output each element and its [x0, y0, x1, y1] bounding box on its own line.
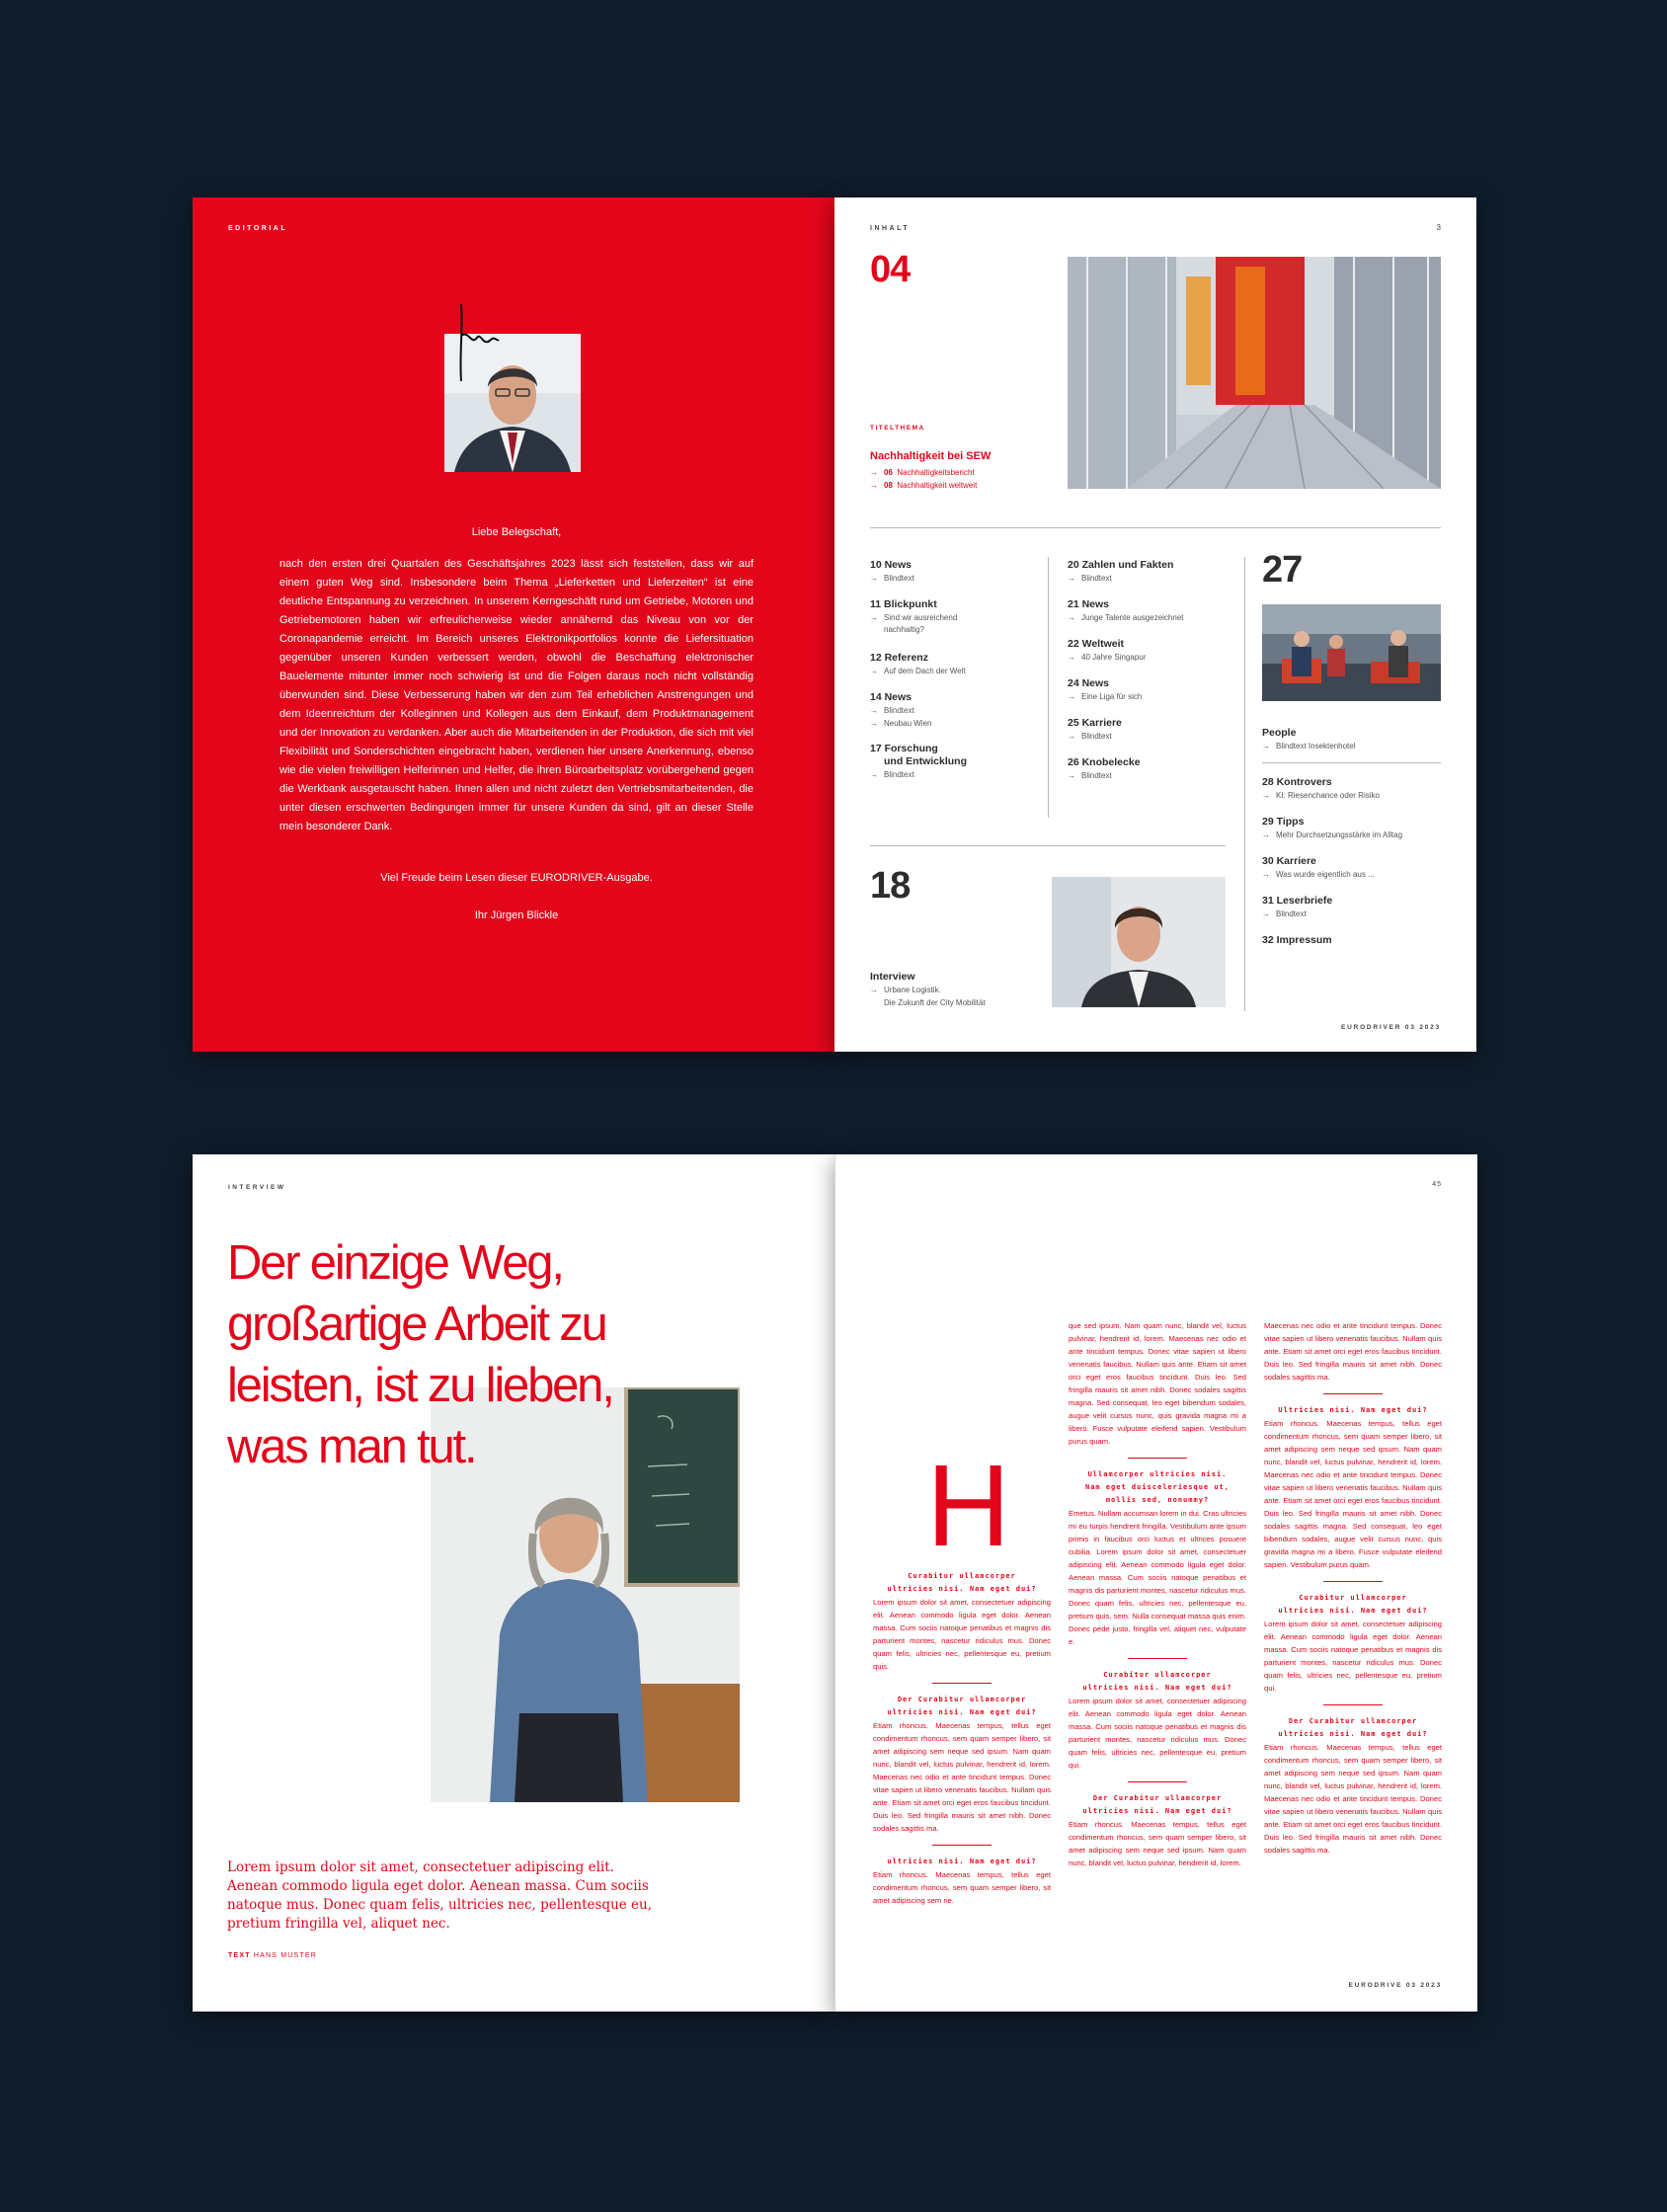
- toc-sub: nachhaltig?: [884, 625, 924, 634]
- toc-sub: → Blindtext: [870, 770, 914, 779]
- feature-title[interactable]: Nachhaltigkeit bei SEW: [870, 450, 992, 462]
- spine: [834, 1154, 835, 2012]
- text-column-1: Curabitur ullamcorper ultricies nisi. Nam eget dui? Lorem ipsum dolor sit amet, consectetuer adipiscing elit. Aenean commodo ligula eget dolor. Aenean massa. Cum sociis natoque penatibus et magnis dis parturient montes, nascetur ridiculus mus. Donec quam felis, ultricies nec, pellentesque eu, pretium quis. Der Curabitur ullamcorper ultricies nisi. Nam eget dui? Etiam rhoncus. Maecenas tempus, tellus eget condimentum rhoncus, sem quam semper libero, sit amet adipiscing sem neque sed ipsum. Nam quam nunc, blandit vel, luctus pulvinar, hendrerit id, lorem. Maecenas nec odio et ante tincidunt tempus. Donec vitae sapien ut libero venenatis faucibus. Nullam quis ante. Etiam sit amet orci eget eros faucibus tincidunt. Duis leo. Sed fringilla mauris sit amet nibh. Donec sodales sagittis ma. ultricies nisi. Nam eget dui? Etiam rhoncus. Maecenas tempus, tellus eget condimentum rhoncus, sem quam semper libero, sit amet adipiscing sem ne.: [873, 1572, 1051, 1905]
- section-label: INHALT: [870, 225, 911, 232]
- toc-entry[interactable]: 30 Karriere: [1262, 855, 1316, 867]
- toc-entry[interactable]: 25 Karriere: [1068, 717, 1122, 729]
- toc-entry[interactable]: 26 Knobelecke: [1068, 756, 1141, 768]
- toc-sub: → 40 Jahre Singapur: [1068, 653, 1147, 662]
- divider: [870, 527, 1441, 528]
- page-footer: EURODRIVE 03 2023: [1348, 1982, 1442, 1989]
- greeting: Liebe Belegschaft,: [471, 526, 562, 538]
- toc-sub: → Blindtext: [1262, 909, 1307, 918]
- warehouse-photo: [1068, 257, 1441, 489]
- toc-sub: → Blindtext: [1068, 771, 1112, 780]
- closing: Viel Freude beim Lesen dieser EURODRIVER-Ausgabe.: [380, 872, 653, 884]
- byline-label: TEXT: [228, 1952, 251, 1959]
- feature-sub-2[interactable]: → 08 Nachhaltigkeit weltweit: [870, 481, 978, 490]
- byline: [228, 1952, 317, 1959]
- divider: [1262, 762, 1441, 763]
- toc-entry[interactable]: 32 Impressum: [1262, 934, 1332, 946]
- editorial-body: nach den ersten drei Quartalen des Geschäftsjahres 2023 lässt sich feststellen, dass wir auf einem guten Weg sind. Insbesondere beim Thema „Lieferketten und Lieferzeiten“ ist eine deutliche Entspannung zu verzeichnen. In unserem Kerngeschäft rund um Getriebe, Motoren und Getriebemotoren haben wir erfreulicherweise wieder annähernd das Niveau von vor der Coronapandemie erreicht. Im Bereich unseres Elektronikportfolios konnte die Liefersituation gegenüber unseren Kunden verbessert werden, obwohl die Beschaffung elektronischer Bauelemente mitunter immer noch schwierig ist und die Folgen daraus noch nicht vollständig überwunden sind. Diese Verbesserung haben wir den zum Teil erheblichen Anstrengungen und dem Ideenreichtum der Kolleginnen und Kollegen aus dem Einkauf, dem Produktmanagement und der Innovation zu verdanken. Aber auch die Mitarbeitenden in der Produktion, die sich mit viel Flexibilität und Sonderschichten eingebracht haben, verdienen hier unsere Anerkennung, ebenso wie die vielen freiwilligen Helferinnen und Helfer, die ihren Büroarbeitsplatz vorübergehend gegen die Werkbank ausgetauscht haben. Ihnen allen und nicht zuletzt den Vertriebsmitarbeitenden, die unter diesen erschwerten Bedingungen immer für unsere Kunden da sind, gilt an dieser Stelle mein besonderer Dank.: [279, 558, 754, 832]
- toc-sub: → Blindtext Insektenhotel: [1262, 742, 1356, 750]
- column-rule: [1128, 1458, 1187, 1459]
- column-rule: [1323, 1581, 1383, 1582]
- toc-entry[interactable]: 10 News: [870, 559, 913, 571]
- toc-sub: → Was wurde eigentlich aus ...: [1262, 870, 1375, 879]
- signature-icon: [447, 296, 507, 385]
- toc-entry[interactable]: 20 Zahlen und Fakten: [1068, 559, 1174, 571]
- toc-entry[interactable]: 21 News: [1068, 598, 1110, 610]
- interview-number: 18: [870, 865, 911, 907]
- toc-sub: Die Zukunft der City Mobilität: [884, 998, 986, 1007]
- page-footer: EURODRIVER 03 2023: [1340, 1024, 1441, 1031]
- toc-sub: → Eine Liga für sich: [1068, 692, 1143, 701]
- drop-cap: H: [926, 1441, 1011, 1571]
- toc-entry[interactable]: 31 Leserbriefe: [1262, 895, 1333, 907]
- column-divider: [1048, 557, 1049, 818]
- toc-sub: → KI: Riesenchance oder Risiko: [1262, 791, 1380, 800]
- toc-sub: → Mehr Durchsetzungsstärke im Alltag: [1262, 830, 1403, 839]
- toc-sub: → Junge Talente ausgezeichnet: [1068, 613, 1184, 622]
- toc-entry[interactable]: 24 News: [1068, 677, 1110, 689]
- section-label: EDITORIAL: [228, 225, 288, 232]
- toc-sub: → Blindtext: [870, 574, 914, 583]
- page-number: 3: [1436, 223, 1441, 232]
- column-rule: [1128, 1781, 1187, 1782]
- toc-sub: → Sind wir ausreichend: [870, 613, 958, 622]
- pull-quote: Der einzige Weg, großartige Arbeit zu leisten, ist zu lieben, was man tut.: [227, 1236, 613, 1473]
- toc-entry[interactable]: 11 Blickpunkt: [870, 598, 937, 610]
- section-label: INTERVIEW: [228, 1184, 286, 1191]
- toc-entry-people[interactable]: People: [1262, 727, 1297, 739]
- column-rule: [932, 1845, 992, 1846]
- people-photo: [1262, 604, 1441, 701]
- toc-entry-line2: und Entwicklung: [884, 755, 967, 767]
- interview-photo: [1052, 877, 1226, 1007]
- byline-name: HANS MUSTER: [253, 1952, 318, 1959]
- text-column-3: Maecenas nec odio et ante tincidunt tempus. Donec vitae sapien ut libero venenatis faucibus. Nullam quis ante. Etiam sit amet orci eget eros faucibus tincidunt. Duis leo. Sed fringilla mauris sit amet nibh. Donec sodales sagittis ma. Ultricies nisi. Nam eget dui? Etiam rhoncus. Maecenas tempus, tellus eget condimentum rhoncus, sem quam semper libero, sit amet adipiscing sem neque sed ipsum. Nam quam nunc, blandit vel, luctus pulvinar, hendrerit id, lorem. Maecenas nec odio et ante tincidunt tempus. Donec vitae sapien ut libero venenatis faucibus. Nullam quis ante. Etiam sit amet orci eget eros faucibus tincidunt. Duis leo. Sed fringilla mauris sit amet nibh. Donec sodales sagittis magna. Sed consequat, leo eget bibendum sodales, augue velit cursus nunc, quis gravida magna mi a libero. Fusce vulputate eleifend sapien. Vestibulum purus quam. Curabitur ullamcorper ultricies nisi. Nam eget dui? Lorem ipsum dolor sit amet, consectetuer adipiscing elit. Aenean commodo ligula eget dolor. Aenean massa. Cum sociis natoque penatibus et magnis dis parturient montes, nascetur ridiculus mus. Donec quam felis, ultricies nec, pellentesque eu, pretium qui. Der Curabitur ullamcorper ultricies nisi. Nam eget dui? Etiam rhoncus. Maecenas tempus, tellus eget condimentum rhoncus, sem quam semper libero, sit amet adipiscing sem neque sed ipsum. Nam quam nunc, blandit vel, luctus pulvinar, hendrerit id, lorem. Maecenas nec odio et ante tincidunt tempus. Donec vitae sapien ut libero venenatis faucibus. Nullam quis ante. Etiam sit amet orci eget eros faucibus tincidunt. Duis leo. Sed fringilla mauris sit amet nibh. Donec sodales sagittis ma.: [1264, 1321, 1442, 1855]
- toc-sub: → Auf dem Dach der Welt: [870, 667, 966, 675]
- column-rule: [1323, 1393, 1383, 1394]
- toc-page: [834, 198, 1476, 1052]
- toc-sub: → Neubau Wien: [870, 719, 932, 728]
- toc-entry[interactable]: 17 Forschung: [870, 743, 938, 754]
- feature-kicker: TITELTHEMA: [870, 425, 925, 432]
- toc-entry[interactable]: 28 Kontrovers: [1262, 776, 1332, 788]
- column-rule: [932, 1683, 992, 1684]
- toc-entry[interactable]: 22 Weltweit: [1068, 638, 1124, 650]
- feature-sub-1[interactable]: → 06 Nachhaltigkeitsbericht: [870, 468, 975, 477]
- toc-sub: → Blindtext: [870, 706, 914, 715]
- editorial-page: [193, 198, 834, 1052]
- toc-sub: → Urbane Logistik.: [870, 986, 941, 994]
- toc-entry[interactable]: 14 News: [870, 691, 913, 703]
- sign-off: Ihr Jürgen Blickle: [474, 909, 559, 921]
- column-divider: [1244, 557, 1245, 1011]
- column-rule: [1323, 1704, 1383, 1705]
- toc-entry-interview[interactable]: Interview: [870, 971, 915, 983]
- toc-entry[interactable]: 12 Referenz: [870, 652, 928, 664]
- text-column-2: que sed ipsum. Nam quam nunc, blandit vel, luctus pulvinar, hendrerit id, lorem. Maecenas nec odio et ante tincidunt tempus. Donec vitae sapien ut libero venenatis faucibus. Nullam quis ante. Etiam sit amet orci eget eros faucibus tincidunt. Duis leo. Sed fringilla mauris sit amet nibh. Donec sodales sagittis magna. Sed consequat, leo eget bibendum sodales, augue velit cursus nunc, quis gravida magna mi a libero. Fusce vulputate eleifend sapien. Vestibulum purus quam. Ullamcorper ultricies nisi. Nam eget duisceleriesque ut, mollis sed, nonummy? Emetus. Nullam accumsan lorem in dui. Cras ultricies mi eu turpis hendrerit fringilla. Vestibulum ante ipsum primis in faucibus orci luctus et ultrices posuere cubilia. Lorem ipsum dolor sit amet, consectetuer adipiscing elit. Aenean commodo ligula eget dolor. Aenean massa. Cum sociis natoque penatibus et magnis dis parturient montes, nascetur ridiculus mus. Donec quam felis, ultricies nec, pellentesque eu, pretium quis, sem. Nulla consequat massa quis enim. Donec pede justo, fringilla vel, aliquet nec, vulputate e. Curabitur ullamcorper ultricies nisi. Nam eget dui? Lorem ipsum dolor sit amet, consectetuer adipiscing elit. Aenean commodo ligula eget dolor. Aenean massa. Cum sociis natoque penatibus et magnis dis parturient montes, nascetur ridiculus mus. Donec quam felis, ultricies nec, pellentesque eu, pretium qui. Der Curabitur ullamcorper ultricies nisi. Nam eget dui? Etiam rhoncus. Maecenas tempus, tellus eget condimentum rhoncus, sem quam semper libero, sit amet adipiscing sem neque sed ipsum. Nam quam nunc, blandit vel, luctus pulvinar, hendrerit id, lorem.: [1069, 1321, 1246, 1867]
- feature-number: 04: [870, 249, 911, 290]
- toc-entry[interactable]: 29 Tipps: [1262, 816, 1305, 828]
- divider: [870, 845, 1226, 846]
- column-rule: [1128, 1658, 1187, 1659]
- people-number: 27: [1262, 549, 1303, 591]
- lead-paragraph: Lorem ipsum dolor sit amet, consectetuer adipiscing elit. Aenean commodo ligula eget dolor. Aenean massa. Cum sociis natoque mus. Donec quam felis, ultricies nec, pellentesque eu, pretium fringilla vel, aliquet nec.: [227, 1859, 653, 1932]
- toc-sub: → Blindtext: [1068, 732, 1112, 741]
- page-number: 45: [1432, 1181, 1442, 1188]
- toc-sub: → Blindtext: [1068, 574, 1112, 583]
